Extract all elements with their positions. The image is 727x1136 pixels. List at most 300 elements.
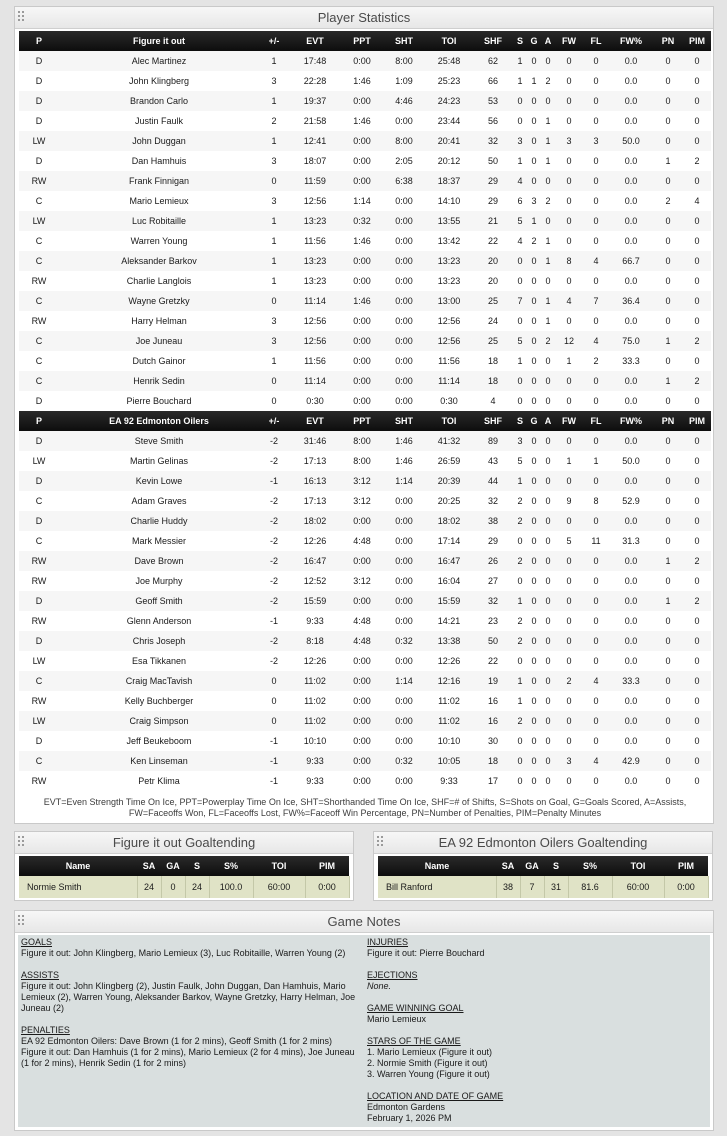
player-row	[19, 711, 711, 731]
position-cell: C	[19, 351, 59, 371]
toi-cell: 41:32	[425, 431, 473, 451]
player-name-cell[interactable]: Dan Hamhuis	[59, 151, 259, 171]
pim-cell: 0	[683, 91, 711, 111]
position-cell: RW	[19, 771, 59, 791]
faceoffs-won-cell: 0	[555, 571, 583, 591]
ppt-cell: 0:00	[341, 691, 383, 711]
goals-cell: 0	[527, 511, 541, 531]
position-cell: RW	[19, 311, 59, 331]
evt-cell: 11:02	[289, 671, 341, 691]
toi-cell: 16:04	[425, 571, 473, 591]
location-text: Edmonton Gardens	[367, 1102, 446, 1112]
faceoffs-won-cell: 0	[555, 191, 583, 211]
pim-cell: 0	[683, 611, 711, 631]
position-cell: LW	[19, 211, 59, 231]
player-row	[19, 611, 711, 631]
faceoffs-lost-cell: 0	[583, 591, 609, 611]
faceoff-pct-cell: 0.0	[609, 651, 653, 671]
faceoff-pct-cell: 0.0	[609, 51, 653, 71]
evt-cell: 12:56	[289, 331, 341, 351]
pim-cell: 0	[683, 231, 711, 251]
toi-cell: 20:41	[425, 131, 473, 151]
goals-cell: 0	[527, 291, 541, 311]
sht-cell: 0:00	[383, 551, 425, 571]
position-cell: RW	[19, 611, 59, 631]
col-header-pim: PIM	[305, 856, 349, 876]
goals-cell: 0	[527, 771, 541, 791]
faceoffs-won-cell: 0	[555, 631, 583, 651]
faceoffs-lost-cell: 0	[583, 271, 609, 291]
faceoffs-lost-cell: 0	[583, 231, 609, 251]
pim-cell: 0	[683, 351, 711, 371]
faceoff-pct-cell: 0.0	[609, 211, 653, 231]
faceoff-pct-cell: 0.0	[609, 551, 653, 571]
sht-cell: 1:09	[383, 71, 425, 91]
pim-cell: 0	[683, 671, 711, 691]
shf-cell: 27	[473, 571, 513, 591]
evt-cell: 12:52	[289, 571, 341, 591]
evt-cell: 17:48	[289, 51, 341, 71]
penalties-cell: 0	[653, 751, 683, 771]
player-row	[19, 331, 711, 351]
penalties-cell: 0	[653, 111, 683, 131]
position-cell: C	[19, 531, 59, 551]
sht-cell: 0:00	[383, 731, 425, 751]
shots-cell: 0	[513, 751, 527, 771]
ppt-cell: 0:00	[341, 391, 383, 411]
goaltending-table	[19, 856, 350, 898]
stars-header: STARS OF THE GAME	[367, 1036, 461, 1046]
ga-cell: 7	[520, 876, 544, 898]
plus-minus-cell: 0	[259, 671, 289, 691]
pim-cell: 2	[683, 151, 711, 171]
col-header-ga: GA	[520, 856, 544, 876]
goalie-row	[19, 876, 349, 898]
toi-cell: 11:02	[425, 711, 473, 731]
shots-cell: 0	[513, 731, 527, 751]
faceoff-pct-cell: 50.0	[609, 451, 653, 471]
shf-cell: 38	[473, 511, 513, 531]
col-header-toi: TOI	[425, 31, 473, 51]
faceoffs-won-cell: 0	[555, 271, 583, 291]
plus-minus-cell: 3	[259, 191, 289, 211]
plus-minus-cell: 2	[259, 111, 289, 131]
faceoffs-won-cell: 0	[555, 431, 583, 451]
faceoffs-won-cell: 0	[555, 51, 583, 71]
penalties-cell: 0	[653, 431, 683, 451]
shf-cell: 25	[473, 291, 513, 311]
penalties-cell: 0	[653, 771, 683, 791]
player-name-cell[interactable]: Henrik Sedin	[59, 371, 259, 391]
toi-cell: 10:10	[425, 731, 473, 751]
position-cell: C	[19, 191, 59, 211]
penalties-cell: 0	[653, 451, 683, 471]
team-header-row	[19, 31, 711, 51]
drag-handle-icon[interactable]	[377, 836, 385, 849]
player-name-cell[interactable]: Harry Helman	[59, 311, 259, 331]
player-row	[19, 691, 711, 711]
name-cell[interactable]: Bill Ranford	[378, 876, 496, 898]
position-cell: D	[19, 591, 59, 611]
assists-cell: 1	[541, 111, 555, 131]
pim-cell: 0	[683, 431, 711, 451]
penalties-cell: 2	[653, 191, 683, 211]
player-name-cell[interactable]: Alec Martinez	[59, 51, 259, 71]
faceoffs-lost-cell: 0	[583, 611, 609, 631]
position-cell: LW	[19, 131, 59, 151]
evt-cell: 16:47	[289, 551, 341, 571]
ppt-cell: 0:00	[341, 671, 383, 691]
toi-cell: 0:30	[425, 391, 473, 411]
player-name-cell[interactable]: Geoff Smith	[59, 591, 259, 611]
goals-cell: 1	[527, 71, 541, 91]
toi-cell: 12:16	[425, 671, 473, 691]
col-header-faceoff-pct: FW%	[609, 411, 653, 431]
evt-cell: 11:02	[289, 691, 341, 711]
game-notes-body	[18, 935, 710, 1127]
player-name-cell[interactable]: Charlie Huddy	[59, 511, 259, 531]
penalties-cell: 1	[653, 591, 683, 611]
faceoff-pct-cell: 0.0	[609, 631, 653, 651]
player-name-cell[interactable]: Dutch Gainor	[59, 351, 259, 371]
ppt-cell: 0:00	[341, 331, 383, 351]
faceoff-pct-cell: 0.0	[609, 771, 653, 791]
pim-cell: 0	[683, 751, 711, 771]
evt-cell: 13:23	[289, 211, 341, 231]
ppt-cell: 3:12	[341, 571, 383, 591]
faceoff-pct-cell: 0.0	[609, 591, 653, 611]
sht-cell: 0:00	[383, 511, 425, 531]
player-row	[19, 531, 711, 551]
col-header-sht: SHT	[383, 31, 425, 51]
sht-cell: 0:00	[383, 591, 425, 611]
faceoffs-lost-cell: 0	[583, 771, 609, 791]
toi-cell: 25:23	[425, 71, 473, 91]
player-name-cell[interactable]: Adam Graves	[59, 491, 259, 511]
penalties-cell: 0	[653, 571, 683, 591]
player-name-cell[interactable]: Joe Juneau	[59, 331, 259, 351]
toi-cell: 15:59	[425, 591, 473, 611]
shots-cell: 2	[513, 491, 527, 511]
player-name-cell[interactable]: Martin Gelinas	[59, 451, 259, 471]
col-header-goals: G	[527, 31, 541, 51]
ppt-cell: 1:46	[341, 71, 383, 91]
player-name-cell[interactable]: Jeff Beukeboom	[59, 731, 259, 751]
shf-cell: 18	[473, 751, 513, 771]
position-cell: LW	[19, 651, 59, 671]
drag-handle-icon[interactable]	[18, 915, 26, 928]
goals-cell: 2	[527, 231, 541, 251]
shots-cell: 0	[513, 111, 527, 131]
position-cell: LW	[19, 711, 59, 731]
plus-minus-cell: 1	[259, 91, 289, 111]
player-row	[19, 471, 711, 491]
position-cell: RW	[19, 551, 59, 571]
penalties-cell: 0	[653, 351, 683, 371]
plus-minus-cell: -1	[259, 731, 289, 751]
faceoffs-lost-cell: 8	[583, 491, 609, 511]
shf-cell: 25	[473, 331, 513, 351]
assists-cell: 0	[541, 651, 555, 671]
faceoff-pct-cell: 50.0	[609, 131, 653, 151]
faceoffs-won-cell: 0	[555, 311, 583, 331]
position-cell: C	[19, 251, 59, 271]
evt-cell: 31:46	[289, 431, 341, 451]
evt-cell: 11:56	[289, 351, 341, 371]
evt-cell: 9:33	[289, 771, 341, 791]
pim-cell: 0	[683, 691, 711, 711]
evt-cell: 11:56	[289, 231, 341, 251]
toi-cell: 20:12	[425, 151, 473, 171]
goaltending-table	[378, 856, 709, 898]
col-header-sa: SA	[137, 856, 161, 876]
toi-cell: 20:39	[425, 471, 473, 491]
plus-minus-cell: 0	[259, 691, 289, 711]
shots-cell: 0	[513, 91, 527, 111]
game-notes-panel	[14, 910, 714, 1131]
star-1: 1. Mario Lemieux (Figure it out)	[367, 1047, 493, 1057]
col-header-assists: A	[541, 31, 555, 51]
player-name-cell[interactable]: Chris Joseph	[59, 631, 259, 651]
drag-handle-icon[interactable]	[18, 836, 26, 849]
name-cell[interactable]: Normie Smith	[19, 876, 137, 898]
position-cell: D	[19, 631, 59, 651]
col-header-shf: SHF	[473, 31, 513, 51]
plus-minus-cell: 0	[259, 371, 289, 391]
pim-cell: 0	[683, 251, 711, 271]
player-name-cell[interactable]: John Klingberg	[59, 71, 259, 91]
faceoffs-lost-cell: 0	[583, 711, 609, 731]
sht-cell: 0:00	[383, 111, 425, 131]
plus-minus-cell: -2	[259, 551, 289, 571]
faceoff-pct-cell: 33.3	[609, 671, 653, 691]
assists-cell: 0	[541, 391, 555, 411]
ppt-cell: 0:00	[341, 251, 383, 271]
ppt-cell: 0:00	[341, 91, 383, 111]
pim-cell: 0	[683, 51, 711, 71]
assists-cell: 0	[541, 611, 555, 631]
assists-cell: 0	[541, 751, 555, 771]
penalties-cell: 1	[653, 551, 683, 571]
assists-cell: 0	[541, 631, 555, 651]
ppt-cell: 3:12	[341, 471, 383, 491]
shf-cell: 44	[473, 471, 513, 491]
assists-cell: 0	[541, 451, 555, 471]
evt-cell: 0:30	[289, 391, 341, 411]
shf-cell: 23	[473, 611, 513, 631]
toi-cell: 23:44	[425, 111, 473, 131]
player-name-cell[interactable]: Steve Smith	[59, 431, 259, 451]
evt-cell: 10:10	[289, 731, 341, 751]
pim-cell: 0	[683, 731, 711, 751]
sht-cell: 8:00	[383, 51, 425, 71]
ppt-cell: 3:12	[341, 491, 383, 511]
faceoffs-won-cell: 1	[555, 451, 583, 471]
toi-cell: 13:42	[425, 231, 473, 251]
sht-cell: 0:00	[383, 351, 425, 371]
player-name-cell[interactable]: John Duggan	[59, 131, 259, 151]
position-cell: C	[19, 491, 59, 511]
penalties-cell: 0	[653, 691, 683, 711]
shots-cell: 0	[513, 251, 527, 271]
player-name-cell[interactable]: Mario Lemieux	[59, 191, 259, 211]
col-header-pim: PIM	[664, 856, 708, 876]
penalties-fio-text: Figure it out: Dan Hamhuis (1 for 2 mins), Mario Lemieux (2 for 4 mins), Joe Juneau (1 for 2 mins), Henrik Sedin (1 for 2 mins)	[21, 1047, 355, 1068]
shf-cell: 17	[473, 771, 513, 791]
player-name-cell[interactable]: Mark Messier	[59, 531, 259, 551]
player-row	[19, 651, 711, 671]
player-row	[19, 371, 711, 391]
ejections-text: None.	[367, 981, 392, 991]
shf-cell: 56	[473, 111, 513, 131]
position-cell: C	[19, 231, 59, 251]
col-header-sht: SHT	[383, 411, 425, 431]
col-header-toi: TOI	[425, 411, 473, 431]
player-name-cell[interactable]: Dave Brown	[59, 551, 259, 571]
penalties-cell: 0	[653, 211, 683, 231]
player-name-cell[interactable]: Esa Tikkanen	[59, 651, 259, 671]
player-name-cell[interactable]: Ken Linseman	[59, 751, 259, 771]
faceoffs-lost-cell: 4	[583, 331, 609, 351]
penalties-cell: 0	[653, 671, 683, 691]
player-name-cell[interactable]: Craig MacTavish	[59, 671, 259, 691]
assists-cell: 0	[541, 371, 555, 391]
faceoffs-lost-cell: 4	[583, 251, 609, 271]
player-row	[19, 751, 711, 771]
toi-cell: 14:21	[425, 611, 473, 631]
assists-cell: 0	[541, 531, 555, 551]
position-cell: RW	[19, 571, 59, 591]
shf-cell: 32	[473, 491, 513, 511]
faceoffs-lost-cell: 0	[583, 191, 609, 211]
faceoffs-won-cell: 2	[555, 671, 583, 691]
toi-cell: 13:23	[425, 271, 473, 291]
player-row	[19, 631, 711, 651]
evt-cell: 13:23	[289, 251, 341, 271]
pim-cell: 0	[683, 71, 711, 91]
faceoffs-won-cell: 1	[555, 351, 583, 371]
player-name-cell[interactable]: Pierre Bouchard	[59, 391, 259, 411]
star-2: 2. Normie Smith (Figure it out)	[367, 1058, 488, 1068]
evt-cell: 12:41	[289, 131, 341, 151]
shf-cell: 16	[473, 691, 513, 711]
plus-minus-cell: -1	[259, 751, 289, 771]
position-cell: D	[19, 391, 59, 411]
game-winning-goal-header: GAME WINNING GOAL	[367, 1003, 464, 1013]
position-cell: LW	[19, 451, 59, 471]
player-name-cell[interactable]: Kelly Buchberger	[59, 691, 259, 711]
shots-cell: 1	[513, 691, 527, 711]
col-header-evt: EVT	[289, 31, 341, 51]
ppt-cell: 1:46	[341, 111, 383, 131]
player-name-cell[interactable]: Frank Finnigan	[59, 171, 259, 191]
shots-cell: 4	[513, 171, 527, 191]
assists-cell: 2	[541, 331, 555, 351]
faceoffs-won-cell: 0	[555, 211, 583, 231]
position-cell: C	[19, 371, 59, 391]
goals-text: Figure it out: John Klingberg, Mario Lemieux (3), Luc Robitaille, Warren Young (2)	[21, 948, 346, 958]
assists-cell: 0	[541, 691, 555, 711]
shots-cell: 5	[513, 451, 527, 471]
player-name-cell[interactable]: Joe Murphy	[59, 571, 259, 591]
faceoffs-won-cell: 0	[555, 691, 583, 711]
goals-cell: 0	[527, 611, 541, 631]
faceoffs-won-cell: 3	[555, 131, 583, 151]
faceoffs-won-cell: 0	[555, 651, 583, 671]
player-name-cell[interactable]: Charlie Langlois	[59, 271, 259, 291]
penalties-cell: 0	[653, 531, 683, 551]
player-name-cell[interactable]: Luc Robitaille	[59, 211, 259, 231]
toi-cell: 20:25	[425, 491, 473, 511]
pim-cell: 0	[683, 311, 711, 331]
shf-cell: 16	[473, 711, 513, 731]
assists-cell: 1	[541, 311, 555, 331]
shf-cell: 89	[473, 431, 513, 451]
position-cell: D	[19, 731, 59, 751]
player-name-cell[interactable]: Craig Simpson	[59, 711, 259, 731]
sht-cell: 0:00	[383, 391, 425, 411]
faceoff-pct-cell: 0.0	[609, 311, 653, 331]
player-name-cell[interactable]: Aleksander Barkov	[59, 251, 259, 271]
toi-cell: 11:14	[425, 371, 473, 391]
col-header-toi: TOI	[612, 856, 664, 876]
faceoff-pct-cell: 0.0	[609, 371, 653, 391]
player-row	[19, 51, 711, 71]
player-name-cell[interactable]: Justin Faulk	[59, 111, 259, 131]
ppt-cell: 0:00	[341, 751, 383, 771]
game-winning-goal-text: Mario Lemieux	[367, 1014, 427, 1024]
assists-cell: 0	[541, 271, 555, 291]
shots-cell: 0	[513, 531, 527, 551]
toi-cell: 13:55	[425, 211, 473, 231]
col-header-pim: PIM	[683, 31, 711, 51]
sht-cell: 0:00	[383, 311, 425, 331]
faceoffs-lost-cell: 0	[583, 311, 609, 331]
evt-cell: 8:18	[289, 631, 341, 651]
injuries-section	[367, 937, 697, 959]
faceoffs-lost-cell: 2	[583, 351, 609, 371]
player-name-cell[interactable]: Petr Klima	[59, 771, 259, 791]
col-header-plus-minus: +/-	[259, 31, 289, 51]
drag-handle-icon[interactable]	[18, 11, 26, 24]
evt-cell: 19:37	[289, 91, 341, 111]
col-header-faceoff-pct: FW%	[609, 31, 653, 51]
faceoffs-lost-cell: 4	[583, 671, 609, 691]
plus-minus-cell: 0	[259, 391, 289, 411]
location-section	[367, 1091, 697, 1124]
faceoff-pct-cell: 0.0	[609, 391, 653, 411]
ppt-cell: 0:00	[341, 371, 383, 391]
assists-cell: 1	[541, 231, 555, 251]
player-name-cell[interactable]: Glenn Anderson	[59, 611, 259, 631]
player-name-cell[interactable]: Brandon Carlo	[59, 91, 259, 111]
sht-cell: 0:00	[383, 771, 425, 791]
assists-text: Figure it out: John Klingberg (2), Justin Faulk, John Duggan, Dan Hamhuis, Mario Lemieux (2), Warren Young, Aleksander Barkov, Wayne Gretzky, Harry Helman, Joe Juneau (2)	[21, 981, 356, 1013]
sht-cell: 0:32	[383, 631, 425, 651]
faceoff-pct-cell: 0.0	[609, 691, 653, 711]
ppt-cell: 8:00	[341, 431, 383, 451]
player-name-cell[interactable]: Wayne Gretzky	[59, 291, 259, 311]
player-name-cell[interactable]: Kevin Lowe	[59, 471, 259, 491]
faceoff-pct-cell: 0.0	[609, 571, 653, 591]
player-stats-table	[19, 31, 711, 791]
col-header-sa: SA	[496, 856, 520, 876]
faceoff-pct-cell: 42.9	[609, 751, 653, 771]
stats-legend: EVT=Even Strength Time On Ice, PPT=Powerplay Time On Ice, SHT=Shorthanded Time On Ice, SHF=# of Shifts, S=Shots on Goal, G=Goals Scored, A=Assists, FW=Faceoffs Won, FL=Faceoffs Lost, FW%=Faceoff Win Percentage, PN=Number of Penalties, PIM=Penalty Minutes	[43, 797, 687, 818]
player-name-cell[interactable]: Warren Young	[59, 231, 259, 251]
shf-cell: 32	[473, 591, 513, 611]
goals-cell: 0	[527, 431, 541, 451]
